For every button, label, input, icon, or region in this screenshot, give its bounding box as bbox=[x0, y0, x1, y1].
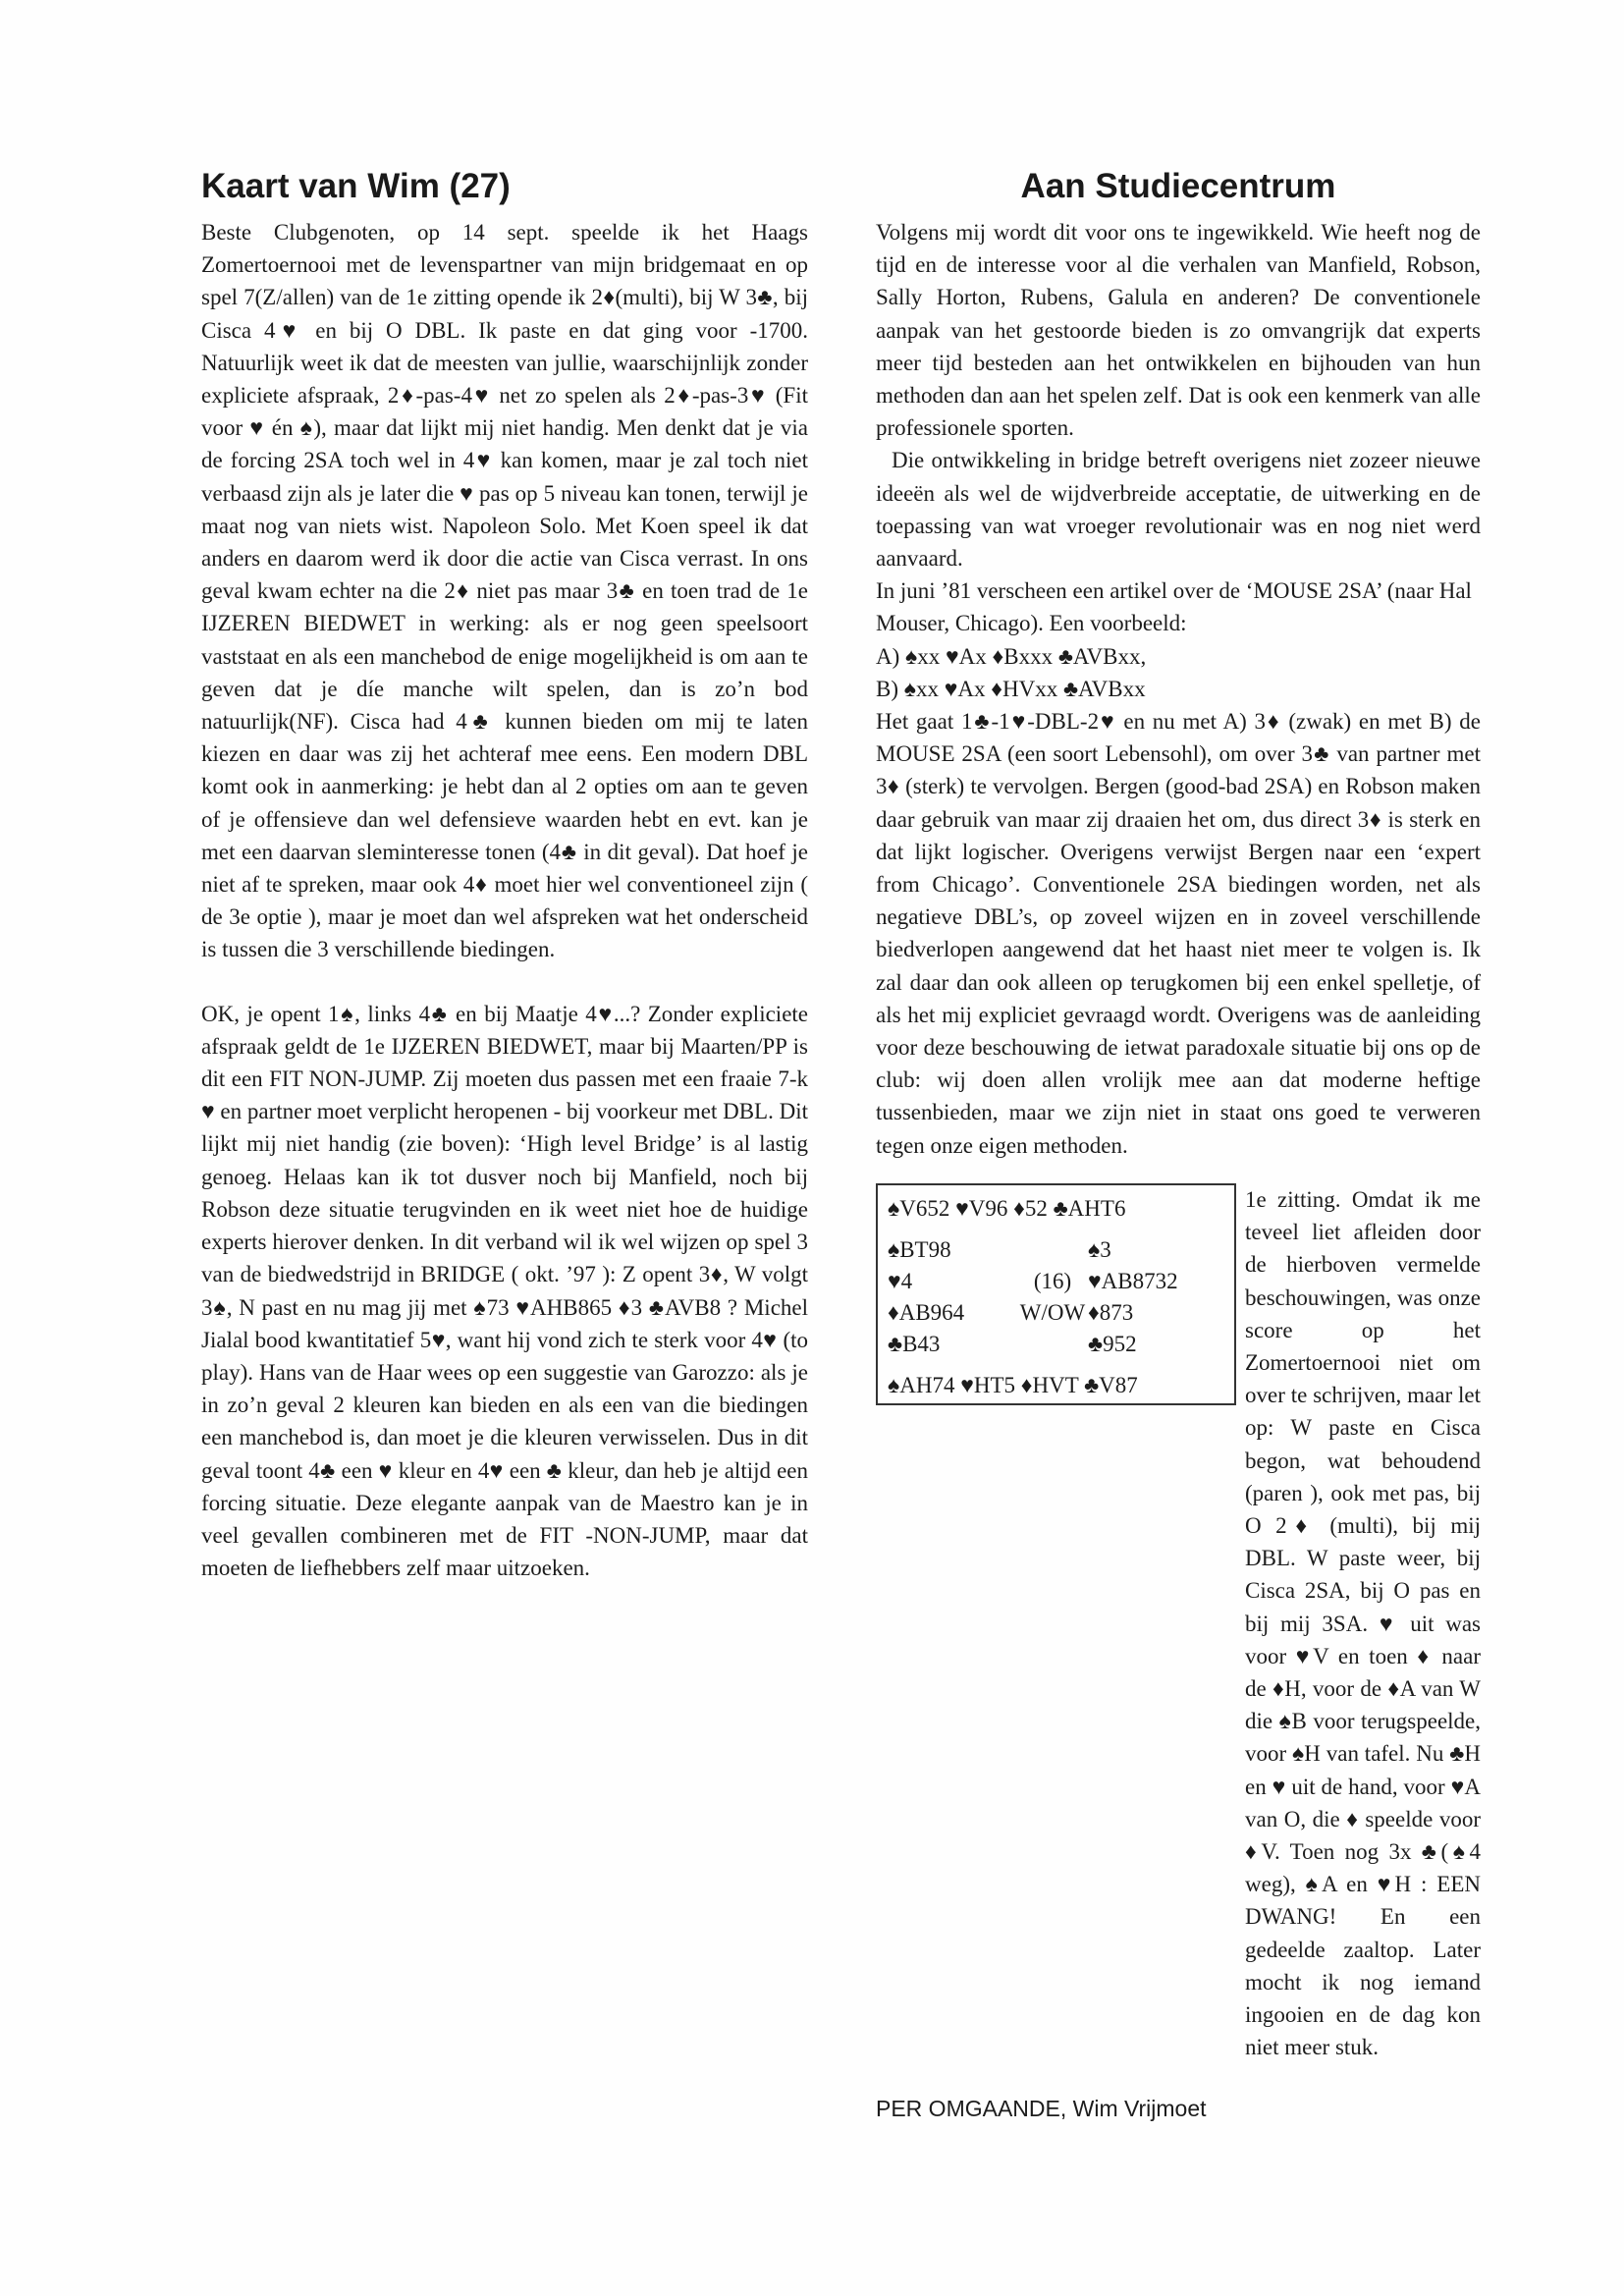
east-diamonds: ♦873 bbox=[1088, 1299, 1134, 1325]
paragraph: Die ontwikkeling in bridge betreft overigens niet zozeer nieuwe ideeën als wel de wijdverbreide acceptatie, de uitwerking en de toepassing van wat vroeger revolutionair was en nog niet werd aanvaard. bbox=[876, 448, 1481, 572]
west-spades: ♠BT98 bbox=[888, 1236, 951, 1262]
west-hearts: ♥4 bbox=[888, 1268, 913, 1293]
west-diamonds: ♦AB964 bbox=[888, 1299, 965, 1325]
paragraph-gap bbox=[201, 966, 808, 998]
paragraph: In juni ’81 verscheen een artikel over de ‘MOUSE 2SA’ (naar Hal Mouser, Chicago). Een voorbeeld: bbox=[876, 578, 1472, 636]
article-title-right: Aan Studiecentrum bbox=[1020, 167, 1336, 205]
paragraph: Volgens mij wordt dit voor ons te ingewikkeld. Wie heeft nog de tijd en de interesse voor al die verhalen van Manfield, Robson, Sally Horton, Rubens, Galula en anderen? De conventionele aanpak van het gestoorde bieden is zo omvangrijk dat experts meer tijd besteden aan het ontwikkelen en bijhouden van hun methoden dan aan het spelen zelf. Dat is ook een kenmerk van alle professionele sporten. bbox=[876, 220, 1481, 441]
east-hand bbox=[1088, 1234, 1178, 1360]
right-column bbox=[876, 165, 1481, 2124]
east-clubs: ♣952 bbox=[1088, 1331, 1137, 1356]
south-hand: ♠AH74 ♥HT5 ♦HVT ♣V87 bbox=[888, 1372, 1138, 1397]
example-hand-a: A) ♠xx ♥Ax ♦Bxxx ♣AVBxx, bbox=[876, 643, 1147, 669]
signature: PER OMGAANDE, Wim Vrijmoet bbox=[876, 2096, 1207, 2122]
board-info bbox=[1013, 1266, 1092, 1329]
paragraph: Het gaat 1♣-1♥-DBL-2♥ en nu met A) 3♦ (zwak) en met B) de MOUSE 2SA (een soort Lebensohl), om over 3♣ van partner met 3♦ (sterk) te vervolgen. Bergen (good-bad 2SA) en Robson maken daar gebruik van maar zij draaien het om, dus direct 3♦ is sterk en dat lijkt logischer. Overigens verwijst Bergen naar een ‘expert from Chicago’. Conventionele 2SA biedingen worden, net als negatieve DBL’s, op zoveel wijzen en in zoveel verschillende biedverlopen aangewend dat het haast niet meer te volgen is. Ik zal daar dan ook alleen op terugkomen bij een enkel spelletje, of als het mij expliciet gevraagd wordt. Overigens was de aanleiding voor deze beschouwing de ietwat paradoxale situatie bij ons op de club: wij doen allen vrolijk mee aan dat moderne heftige tussenbieden, maar we zijn niet in staat ons goed te verweren tegen onze eigen methoden. bbox=[876, 709, 1481, 1158]
paragraph: Beste Clubgenoten, op 14 sept. speelde ik het Haags Zomertoernooi met de levenspartner van mijn bridgemaat en op spel 7(Z/allen) van de 1e zitting opende ik 2♦(multi), bij W 3♣, bij Cisca 4♥ en bij O DBL. Ik paste en dat ging voor -1700. Natuurlijk weet ik dat de meesten van jullie, waarschijnlijk zonder expliciete afspraak, 2♦-pas-4♥ net zo spelen als 2♦-pas-3♥ (Fit voor ♥ én ♠), maar dat lijkt mij niet handig. Men denkt dat je via de forcing 2SA toch wel in 4♥ kan komen, maar je zal toch niet verbaasd zijn als je later die ♥ pas op 5 niveau kan tonen, terwijl je maat nog van niets wist. Napoleon Solo. Met Koen speel ik dat anders en daarom werd ik door die actie van Cisca verrast. In ons geval kwam echter na die 2♦ niet pas maar 3♣ en toen trad de 1e IJZEREN BIEDWET in werking: als er nog geen speelsoort vaststaat en als een manchebod de enige mogelijkheid is om aan te geven dat je díe manche wilt spelen, dan is zo’n bod natuurlijk(NF). Cisca had 4♣ kunnen bieden om mij te laten kiezen en daar was zij het achteraf mee eens. Een modern DBL komt ook in aanmerking: je hebt dan al 2 opties om aan te geven of je offensieve dan wel defensieve waarden hebt en evt. kan je met een daarvan sleminteresse tonen (4♣ in dit geval). Dat hoef je niet af te spreken, maar ook 4♦ moet hier wel conventioneel zijn ( de 3e optie ), maar je moet dan wel afspreken wat het onderscheid is tussen die 3 verschillende biedingen. bbox=[201, 220, 808, 962]
west-clubs: ♣B43 bbox=[888, 1331, 941, 1356]
left-column bbox=[201, 165, 808, 1584]
article-title-left: Kaart van Wim (27) bbox=[201, 167, 511, 205]
paragraph: OK, je opent 1♠, links 4♣ en bij Maatje 4♥...? Zonder expliciete afspraak geldt de 1e IJZEREN BIEDWET, maar bij Maarten/PP is dit een FIT NON-JUMP. Zij moeten dus passen met een fraaie 7-k ♥ en partner moet verplicht heropenen - bij voorkeur met DBL. Dit lijkt mij niet handig (zie boven): ‘High level Bridge’ is al lastig genoeg. Helaas kan ik tot dusver noch bij Manfield, noch bij Robson deze situatie terugvinden en ik weet niet hoe de huidige experts hierover denken. In dit verband wil ik wel wijzen op spel 3 van de biedwedstrijd in BRIDGE ( okt. ’97 ): Z opent 3♦, W volgt 3♠, N past en nu mag jij met ♠73 ♥AHB865 ♦3 ♣AVB8 ? Michel Jialal bood kwantitatief 5♥, want hij vond zich te sterk voor 4♥ (to play). Hans van de Haar wees op een suggestie van Garozzo: als je in zo’n geval 2 kleuren kan bieden en als een van die biedingen een manchebod is, dan moet je die kleuren verwisselen. Dus in dit geval toont 4♣ een ♥ kleur en 4♥ een ♣ kleur, dan heb je altijd een forcing situatie. Deze elegante aanpak van de Maestro kan je in veel gevallen combineren met de FIT -NON-JUMP, maar dat moeten de liefhebbers zelf maar uitzoeken. bbox=[201, 1001, 808, 1581]
east-spades: ♠3 bbox=[1088, 1236, 1111, 1262]
west-hand bbox=[888, 1234, 964, 1360]
dealer-vulnerability: W/OW bbox=[1019, 1299, 1086, 1325]
deal-commentary: 1e zitting. Omdat ik me teveel liet afleiden door de hierboven vermelde beschouwingen, was onze score op het Zomertoernooi niet om over te schrijven, maar let op: W paste en Cisca begon, wat behoudend (paren ), ook met pas, bij O 2♦ (multi), bij mij DBL. W paste weer, bij Cisca 2SA, bij O pas en bij mij 3SA. ♥ uit was voor ♥V en toen ♦ naar de ♦H, voor de ♦A van W die ♠B voor terugspeelde, voor ♠H van tafel. Nu ♣H en ♥ uit de hand, voor ♥A van O, die ♦ speelde voor ♦V. Toen nog 3x ♣(♠4 weg), ♠A en ♥H : EEN DWANG! En een gedeelde zaaltop. Later mocht ik nog iemand ingooien en de dag kon niet meer stuk. bbox=[1245, 1186, 1481, 2060]
deal-section bbox=[876, 1183, 1481, 2063]
deal-diagram bbox=[876, 1183, 1236, 1405]
board-number: (16) bbox=[1033, 1268, 1072, 1293]
north-hand: ♠V652 ♥V96 ♦52 ♣AHT6 bbox=[888, 1195, 1126, 1221]
east-hearts: ♥AB8732 bbox=[1088, 1268, 1178, 1293]
example-hand-b: B) ♠xx ♥Ax ♦HVxx ♣AVBxx bbox=[876, 676, 1146, 701]
